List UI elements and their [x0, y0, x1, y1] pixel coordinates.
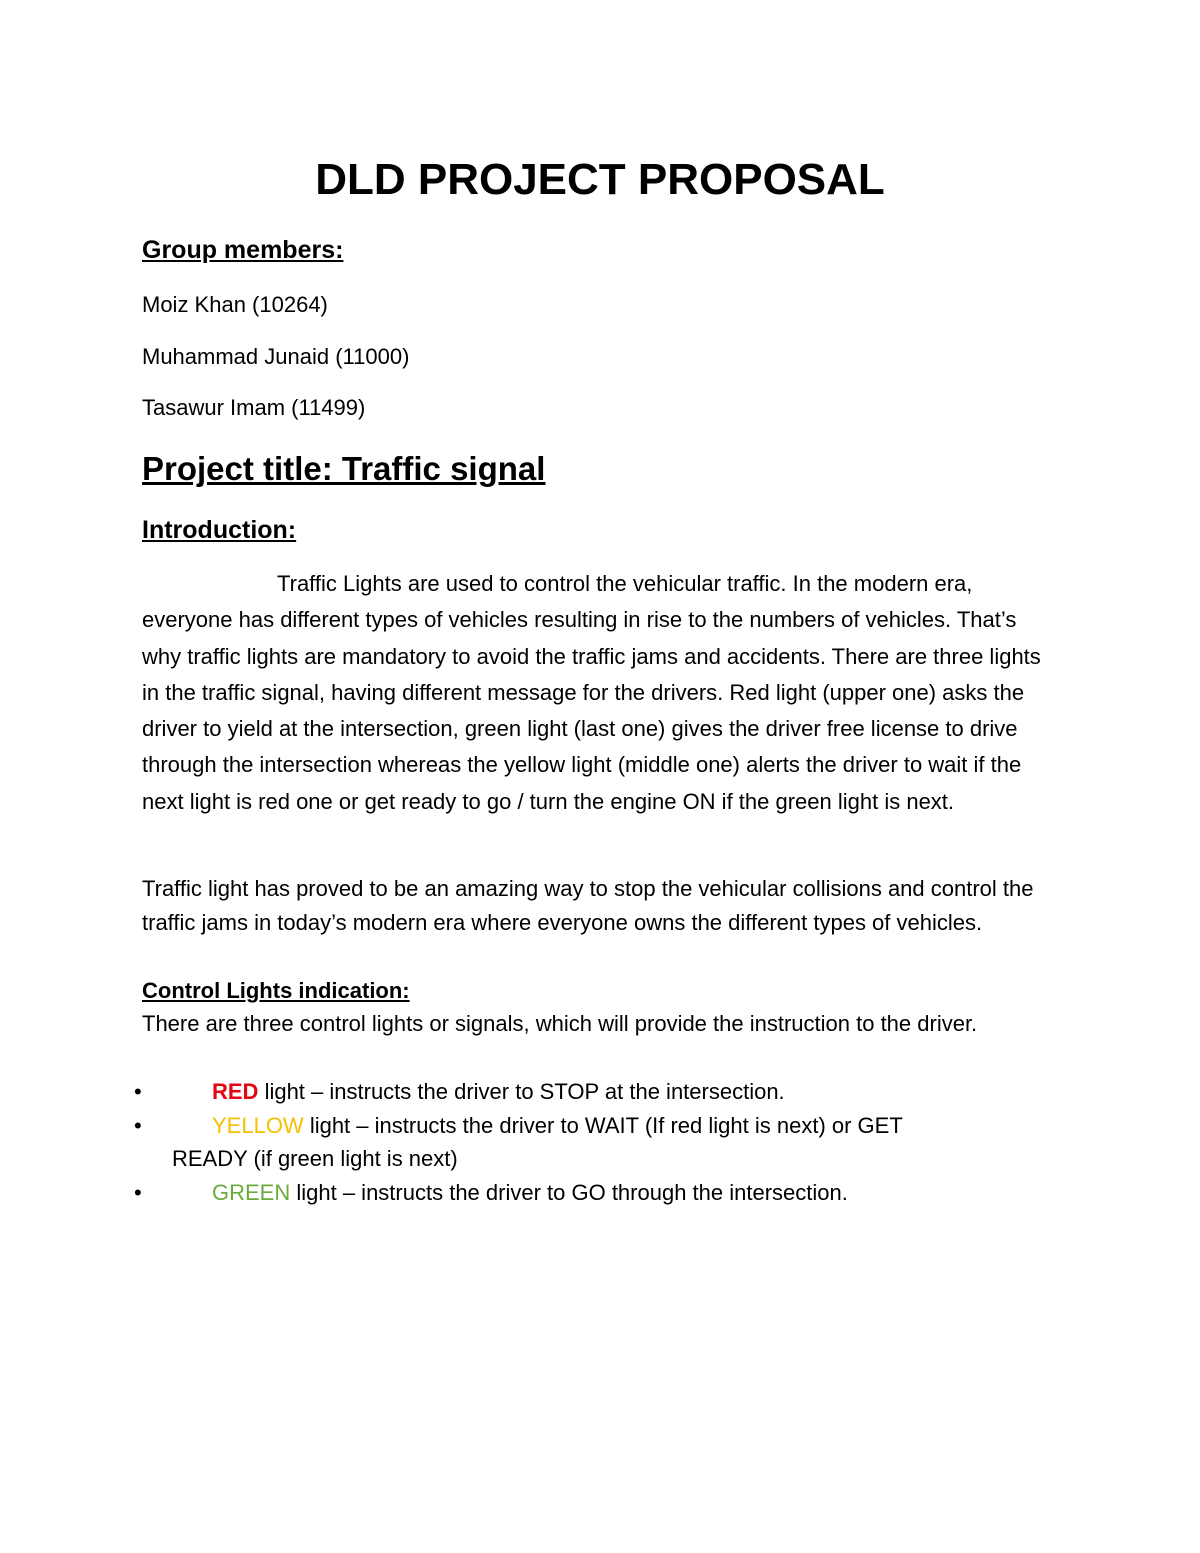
list-item-red — [134, 1075, 1042, 1109]
list-item-yellow — [134, 1109, 1042, 1176]
introduction-paragraph: Traffic Lights are used to control the vehicular traffic. In the modern era, everyone has different types of vehicles resulting in rise to the numbers of vehicles. That’s why traffic lights are mandatory to avoid the traffic jams and accidents. There are three lights in the traffic signal, having different message for the drivers. Red light (upper one) asks the driver to yield at the intersection, green light (last one) gives the driver free license to drive through the intersection whereas the yellow light (middle one) alerts the driver to wait if the next light is red one or get ready to go / turn the engine ON if the green light is next. — [142, 571, 1041, 814]
yellow-description: light – instructs the driver to WAIT (If red light is next) or GET — [303, 1112, 903, 1138]
member-item: Muhammad Junaid (11000) — [142, 344, 410, 369]
control-lights-list — [134, 1075, 1042, 1209]
red-keyword: RED — [212, 1079, 259, 1104]
list-item-green — [134, 1176, 1042, 1210]
group-members-heading: Group members: — [142, 236, 344, 264]
member-item: Tasawur Imam (11499) — [142, 395, 366, 420]
red-description: light – instructs the driver to STOP at the intersection. — [258, 1079, 785, 1104]
document-title: DLD PROJECT PROPOSAL — [315, 155, 885, 204]
introduction-heading: Introduction: — [142, 516, 297, 544]
yellow-description-continuation: READY (if green light is next) — [172, 1146, 458, 1171]
body-paragraph: Traffic light has proved to be an amazing way to stop the vehicular collisions and control the traffic jams in today’s modern era where everyone owns the different types of vehicles. — [142, 876, 1034, 935]
green-keyword: GREEN — [212, 1179, 291, 1205]
yellow-keyword: YELLOW — [212, 1112, 304, 1138]
bullet-icon: • — [134, 1079, 142, 1104]
bullet-icon: • — [134, 1179, 142, 1205]
control-lights-paragraph: There are three control lights or signals, which will provide the instruction to the driver. — [142, 1011, 978, 1036]
member-item: Moiz Khan (10264) — [142, 292, 328, 317]
project-title-heading: Project title: Traffic signal — [142, 450, 546, 487]
bullet-icon: • — [134, 1112, 142, 1138]
green-description: light – instructs the driver to GO through the intersection. — [290, 1179, 848, 1205]
control-lights-heading: Control Lights indication: — [142, 978, 410, 1003]
